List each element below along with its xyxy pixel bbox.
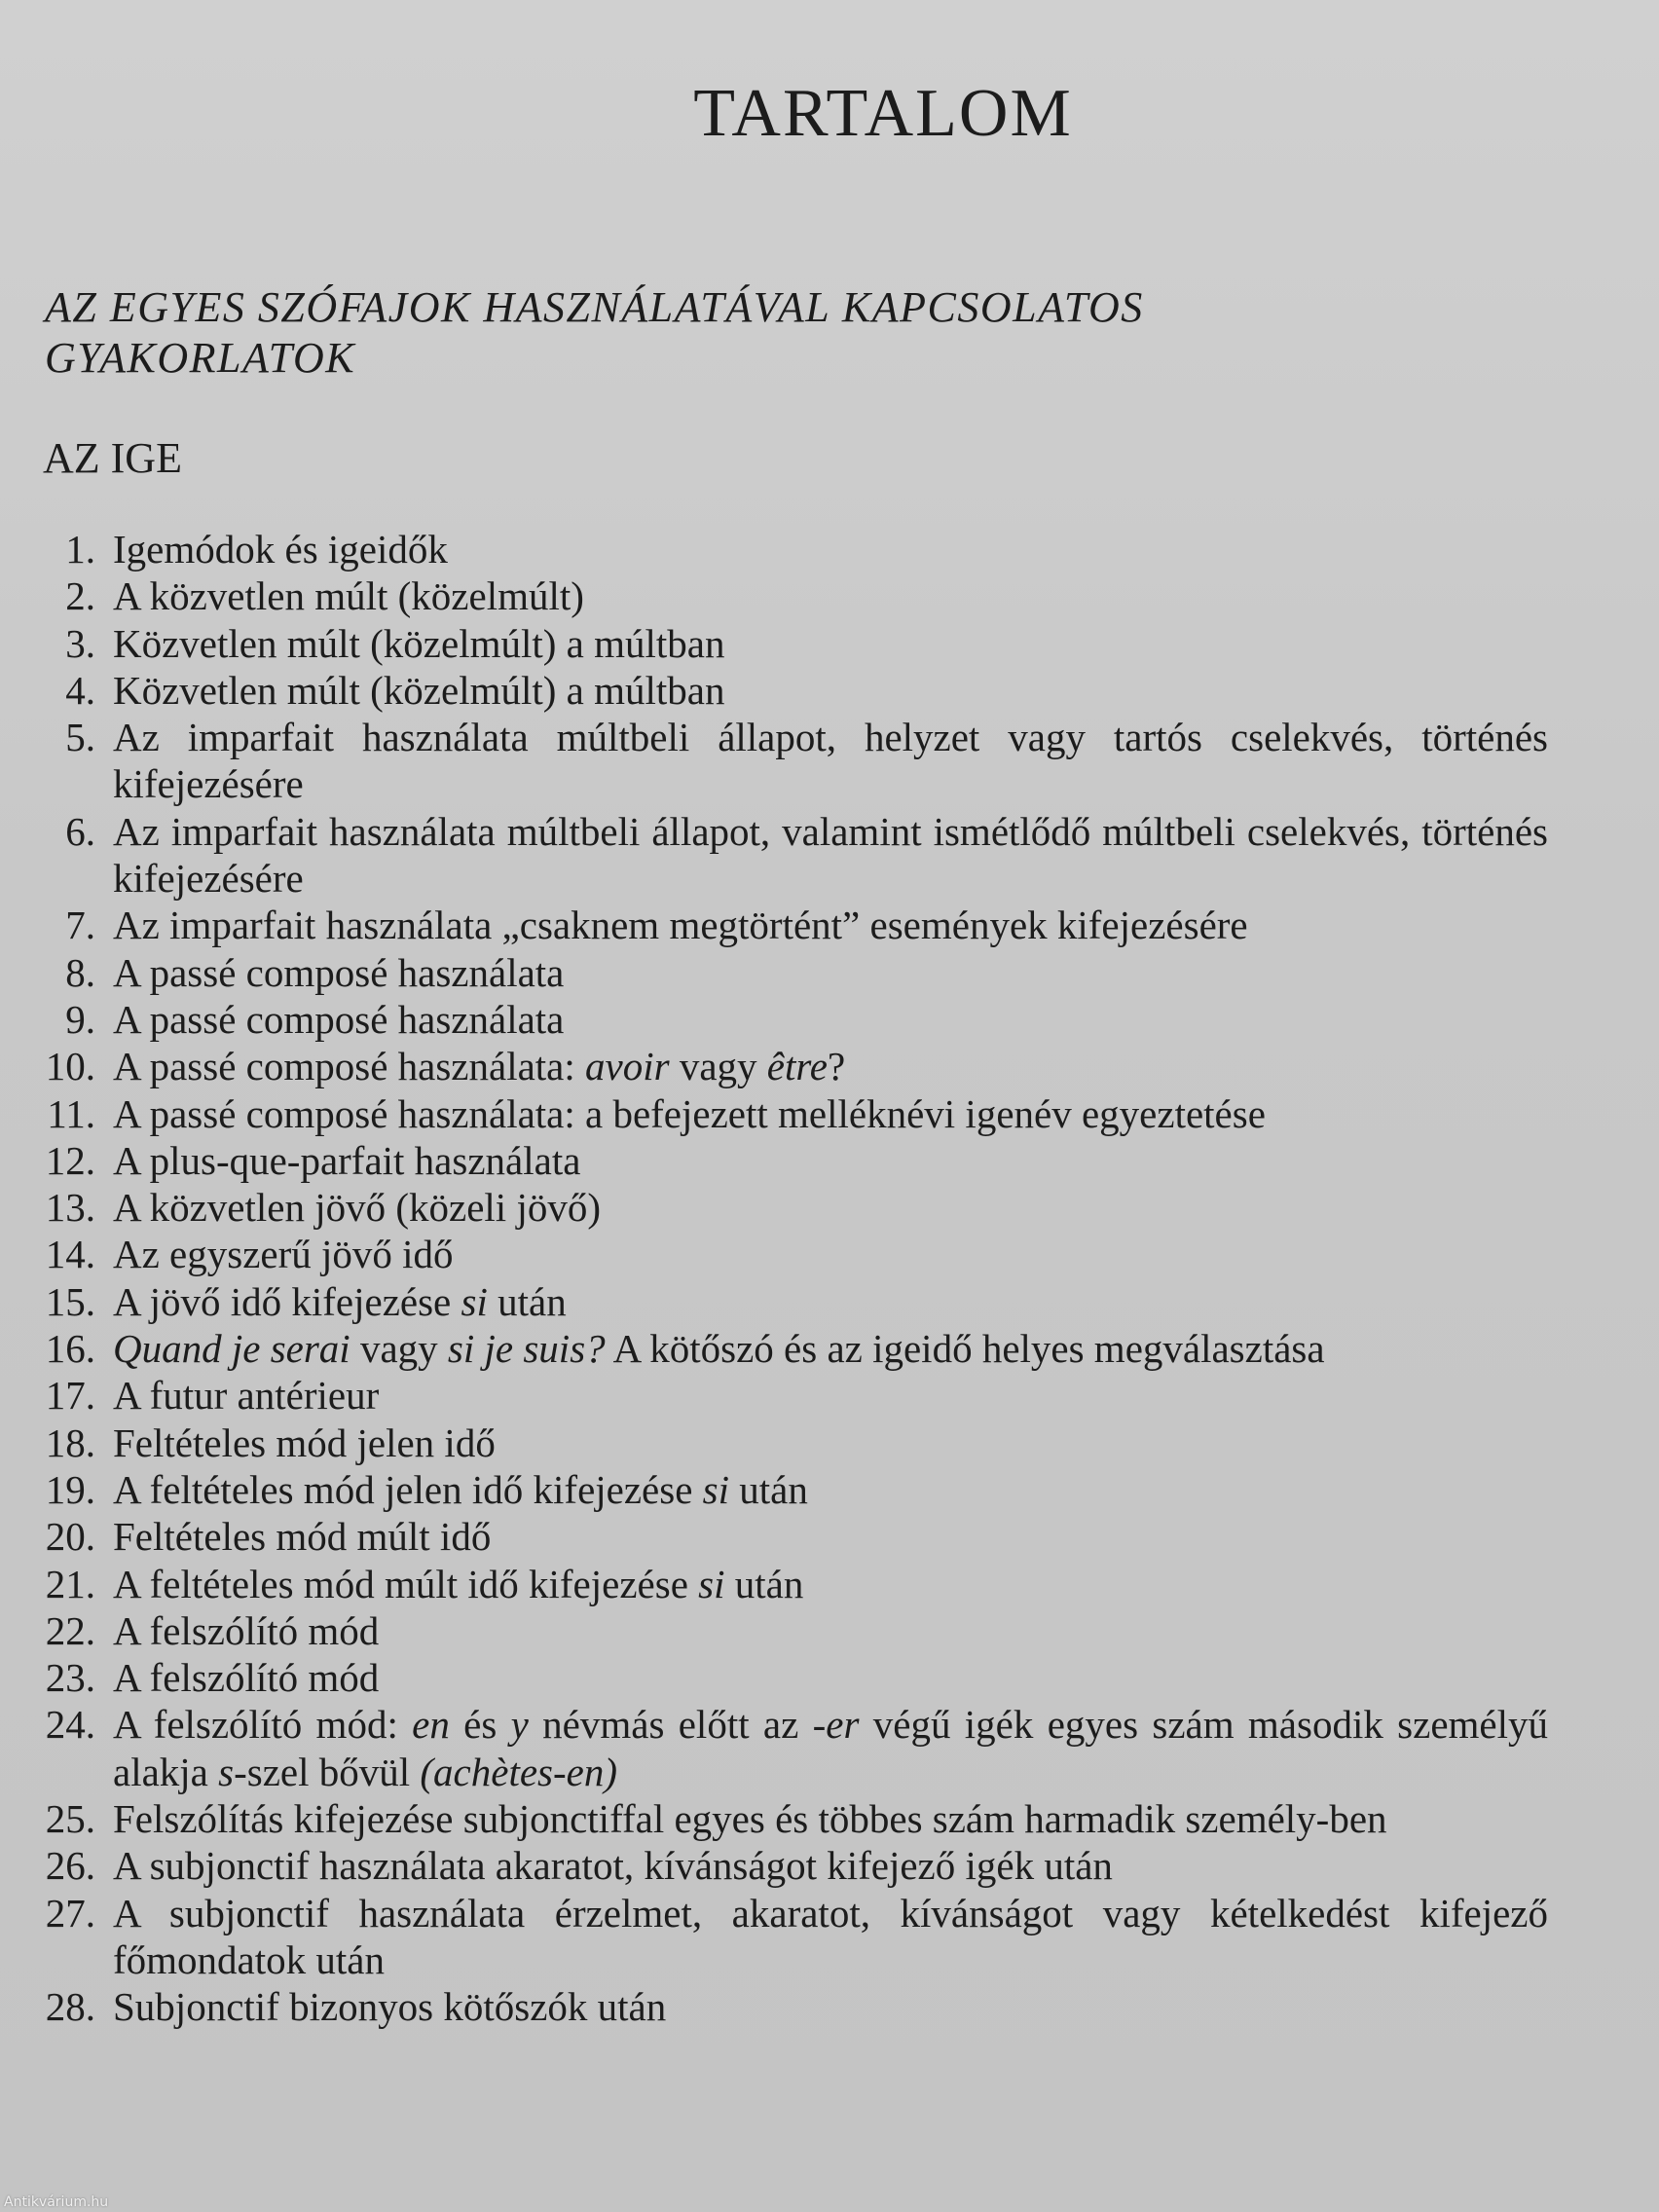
toc-entry-title [113,526,1548,572]
toc-entry [29,1231,1548,1277]
toc-entry-title [113,1231,1548,1277]
toc-entry-title [113,1890,1548,1984]
toc-entry-text: Közvetlen múlt (közelmúlt) a múltban [113,620,725,666]
toc-entry [29,1372,1548,1419]
toc-entry [29,620,1548,667]
toc-entry-text: A plus-que-parfait használata [113,1137,581,1183]
toc-entry-title [113,1278,1548,1325]
toc-entry [29,1278,1548,1325]
toc-entry-text: ? [828,1044,846,1089]
toc-entry-title [113,572,1548,619]
toc-entry-title [113,1842,1548,1889]
toc-entry-title [113,949,1548,996]
toc-entry-text: Feltételes mód múlt idő [113,1514,492,1560]
toc-entry-title [113,1654,1548,1701]
toc-entry-italic-text: avoir [585,1044,670,1089]
toc-entry-italic-text: être [766,1044,828,1089]
toc-entry [29,1561,1548,1607]
section-heading-line-2: GYAKORLATOK [45,334,356,382]
toc-entry-text: A felszólító mód [113,1607,380,1653]
toc-entry-text: A passé composé használata [113,996,565,1042]
toc-entry-text: után [487,1278,567,1324]
toc-entry [29,1842,1548,1889]
toc-entry-text: végű igék egyes szám második személyű alakja [113,1702,1548,1794]
toc-entry [29,1890,1548,1984]
toc-entry-number: 22. [45,1607,95,1653]
toc-entry-text: Igemódok és igeidők [113,527,448,571]
toc-entry [29,572,1548,619]
toc-entry [29,526,1548,572]
toc-entry-title [113,996,1548,1043]
toc-entry-text: A közvetlen jövő (közeli jövő) [113,1185,601,1231]
toc-entry [29,1654,1548,1701]
toc-entry-title [113,1466,1548,1513]
toc-entry-number: 4. [65,667,95,713]
toc-entry-text: A jövő idő kifejezése [113,1278,461,1324]
toc-entry-number: 15. [45,1278,95,1324]
toc-entry-number: 17. [45,1373,95,1419]
toc-entry-title [113,1419,1548,1466]
toc-entry-text: névmás előtt az [528,1702,813,1748]
toc-entry-number: 27. [45,1890,95,1936]
toc-entry-italic-text: Quand je serai [113,1326,350,1372]
toc-entry-italic-text: s [218,1749,235,1794]
toc-entry-text: Az imparfait használata múltbeli állapot, valamint ismétlődő múltbeli cselekvés, történés kifejezésére [113,808,1548,902]
watermark: Antikvárium.hu [4,2194,109,2210]
toc-entry-title [113,1137,1548,1184]
toc-entry-text: A futur antérieur [113,1373,380,1419]
toc-entry-title [113,1090,1548,1137]
toc-entry-number: 5. [65,715,95,760]
toc-entry-text: Közvetlen múlt (közelmúlt) a múltban [113,667,725,713]
toc-entry-text: A passé composé használata: a befejezett melléknévi igenév egyeztetése [113,1090,1266,1136]
section-heading-line-1: AZ EGYES SZÓFAJOK HASZNÁLATÁVAL KAPCSOLATOS [45,283,1144,331]
toc-entry-italic-text: y [510,1702,529,1748]
toc-entry [29,714,1548,808]
toc-entry [29,808,1548,903]
section-heading [45,282,1408,384]
toc-entry [29,1466,1548,1513]
toc-entry-number: 8. [65,949,95,995]
toc-entry [29,902,1548,948]
toc-entry [29,1325,1548,1372]
toc-entry [29,996,1548,1043]
toc-entry-title [113,667,1548,714]
toc-entry-italic-text: si je suis? [447,1326,606,1372]
toc-entry-title [113,1184,1548,1231]
toc-entry-italic-text: (achètes-en) [420,1749,618,1794]
table-of-contents [29,526,1548,2031]
toc-entry-title [113,620,1548,667]
toc-entry-text: A közvetlen múlt (közelmúlt) [113,573,584,619]
toc-entry-number: 1. [65,527,95,571]
toc-entry-title [113,1983,1548,2030]
toc-entry-italic-text: -er [812,1702,860,1748]
toc-entry-number: 18. [45,1419,95,1465]
toc-entry-number: 26. [45,1843,95,1889]
toc-entry-title [113,902,1548,948]
toc-entry-number: 13. [45,1185,95,1231]
toc-entry-number: 23. [45,1655,95,1701]
toc-entry-text: Subjonctif bizonyos kötőszók után [113,1984,667,2030]
toc-entry-number: 10. [45,1044,95,1089]
toc-entry-text: Felszólítás kifejezése subjonctiffal egyes és többes szám harmadik személy-ben [113,1796,1387,1842]
toc-entry [29,1137,1548,1184]
toc-entry-text: Az egyszerű jövő idő [113,1232,454,1277]
toc-entry-title [113,1607,1548,1654]
toc-entry-number: 3. [65,620,95,666]
toc-entry-number: 12. [45,1137,95,1183]
toc-entry-text: Feltételes mód jelen idő [113,1419,496,1465]
toc-entry-title [113,714,1548,808]
toc-entry-italic-text: si [461,1278,488,1324]
toc-entry [29,1419,1548,1466]
toc-entry-text: A passé composé használata [113,949,565,995]
toc-entry-title [113,1701,1548,1795]
toc-entry-text: A kötőszó és az igeidő helyes megválasztása [605,1326,1325,1372]
toc-entry [29,1043,1548,1089]
toc-entry-title [113,1043,1548,1089]
toc-entry-number: 11. [47,1090,95,1136]
toc-entry-number: 9. [65,996,95,1042]
toc-entry-number: 24. [45,1702,95,1748]
toc-entry-number: 6. [65,808,95,854]
toc-entry-number: 14. [45,1232,95,1277]
toc-entry-text: A felszólító mód [113,1655,380,1701]
toc-entry-text: Az imparfait használata „csaknem megtörtént” események kifejezésére [113,903,1248,948]
toc-entry-italic-text: en [412,1702,450,1748]
toc-entry [29,1184,1548,1231]
toc-entry-text: A feltételes mód múlt idő kifejezése [113,1561,699,1606]
toc-entry-text: vagy [350,1326,448,1372]
toc-entry-number: 20. [45,1514,95,1560]
toc-entry-title [113,1372,1548,1419]
chapter-subheading: AZ IGE [43,434,182,482]
toc-entry-title [113,808,1548,903]
toc-entry-text: és [449,1702,511,1748]
toc-entry-italic-text: si [702,1466,730,1512]
toc-entry-number: 7. [65,903,95,948]
toc-entry-title [113,1325,1548,1372]
toc-entry-text: A subjonctif használata érzelmet, akaratot, kívánságot vagy kételkedést kifejező főmondatok után [113,1890,1548,1982]
toc-entry-title [113,1795,1548,1842]
toc-entry [29,1701,1548,1795]
toc-entry-title [113,1561,1548,1607]
toc-entry-text: után [729,1466,808,1512]
toc-entry-number: 25. [45,1796,95,1842]
toc-entry-text: A subjonctif használata akaratot, kívánságot kifejező igék után [113,1843,1113,1889]
toc-entry-italic-text: si [698,1561,725,1606]
toc-entry-title [113,1513,1548,1560]
toc-entry-text: A passé composé használata: [113,1044,586,1089]
toc-entry-number: 28. [45,1984,95,2030]
toc-entry [29,1090,1548,1137]
toc-entry-number: 21. [45,1561,95,1606]
toc-entry-text: vagy [669,1044,767,1089]
toc-entry [29,1983,1548,2030]
toc-entry [29,1795,1548,1842]
toc-entry-text: A felszólító mód: [113,1702,413,1748]
toc-entry-number: 2. [65,573,95,619]
toc-entry-text: után [724,1561,804,1606]
toc-entry [29,667,1548,714]
toc-entry-text: A feltételes mód jelen idő kifejezése [113,1466,703,1512]
toc-entry [29,949,1548,996]
toc-entry [29,1513,1548,1560]
toc-entry-text: -szel bővül [234,1749,421,1794]
toc-entry-number: 19. [45,1466,95,1512]
toc-entry [29,1607,1548,1654]
toc-entry-number: 16. [45,1326,95,1372]
page-title: TARTALOM [693,76,1073,151]
toc-entry-text: Az imparfait használata múltbeli állapot, helyzet vagy tartós cselekvés, történés kifejezésére [113,715,1548,807]
